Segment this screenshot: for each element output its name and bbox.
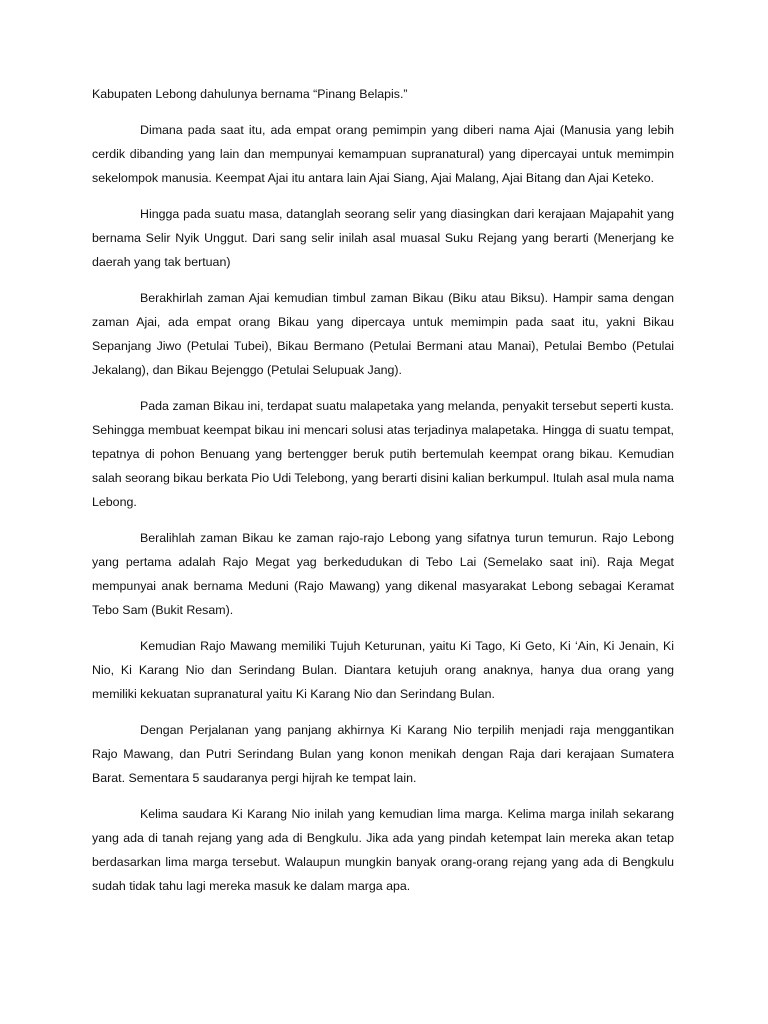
paragraph-perjalanan: Dengan Perjalanan yang panjang akhirnya Ki Karang Nio terpilih menjadi raja menggantikan Rajo Mawang, dan Putri Serindang Bulan yang konon menikah dengan Raja dari kerajaan Sumatera Barat. Sementara 5 saudaranya pergi hijrah ke tempat lain.	[92, 723, 674, 785]
paragraph-ajai: Dimana pada saat itu, ada empat orang pemimpin yang diberi nama Ajai (Manusia yang lebih cerdik dibanding yang lain dan mempunyai kemampuan supranatural) yang dipercayai untuk memimpin sekelompok manusia. Keempat Ajai itu antara lain Ajai Siang, Ajai Malang, Ajai Bitang dan Ajai Keteko.	[92, 123, 674, 185]
document-page	[92, 82, 674, 910]
paragraph-lima-marga: Kelima saudara Ki Karang Nio inilah yang kemudian lima marga. Kelima marga inilah sekarang yang ada di tanah rejang yang ada di Bengkulu. Jika ada yang pindah ketempat lain mereka akan tetap berdasarkan lima marga tersebut. Walaupun mungkin banyak orang-orang rejang yang ada di Bengkulu sudah tidak tahu lagi mereka masuk ke dalam marga apa.	[92, 807, 674, 893]
paragraph-intro: Kabupaten Lebong dahulunya bernama “Pinang Belapis.”	[92, 87, 408, 101]
paragraph-keturunan: Kemudian Rajo Mawang memiliki Tujuh Keturunan, yaitu Ki Tago, Ki Geto, Ki ‘Ain, Ki Jenain, Ki Nio, Ki Karang Nio dan Serindang Bulan. Diantara ketujuh orang anaknya, hanya dua orang yang memiliki kekuatan supranatural yaitu Ki Karang Nio dan Serindang Bulan.	[92, 639, 674, 701]
paragraph-rajo-lebong: Beralihlah zaman Bikau ke zaman rajo-rajo Lebong yang sifatnya turun temurun. Rajo Lebong yang pertama adalah Rajo Megat yag berkedudukan di Tebo Lai (Semelako saat ini). Raja Megat mempunyai anak bernama Meduni (Rajo Mawang) yang dikenal masyarakat Lebong sebagai Keramat Tebo Sam (Bukit Resam).	[92, 531, 674, 617]
paragraph-selir: Hingga pada suatu masa, datanglah seorang selir yang diasingkan dari kerajaan Majapahit yang bernama Selir Nyik Unggut. Dari sang selir inilah asal muasal Suku Rejang yang berarti (Menerjang ke daerah yang tak bertuan)	[92, 207, 674, 269]
paragraph-bikau: Berakhirlah zaman Ajai kemudian timbul zaman Bikau (Biku atau Biksu). Hampir sama dengan zaman Ajai, ada empat orang Bikau yang dipercaya untuk memimpin pada saat itu, yakni Bikau Sepanjang Jiwo (Petulai Tubei), Bikau Bermano (Petulai Bermani atau Manai), Petulai Bembo (Petulai Jekalang), dan Bikau Bejenggo (Petulai Selupuak Jang).	[92, 291, 674, 377]
paragraph-malapetaka: Pada zaman Bikau ini, terdapat suatu malapetaka yang melanda, penyakit tersebut seperti kusta. Sehingga membuat keempat bikau ini mencari solusi atas terjadinya malapetaka. Hingga di suatu tempat, tepatnya di pohon Benuang yang bertengger beruk putih bertemulah keempat orang bikau. Kemudian salah seorang bikau berkata Pio Udi Telebong, yang berarti disini kalian berkumpul. Itulah asal mula nama Lebong.	[92, 399, 674, 509]
